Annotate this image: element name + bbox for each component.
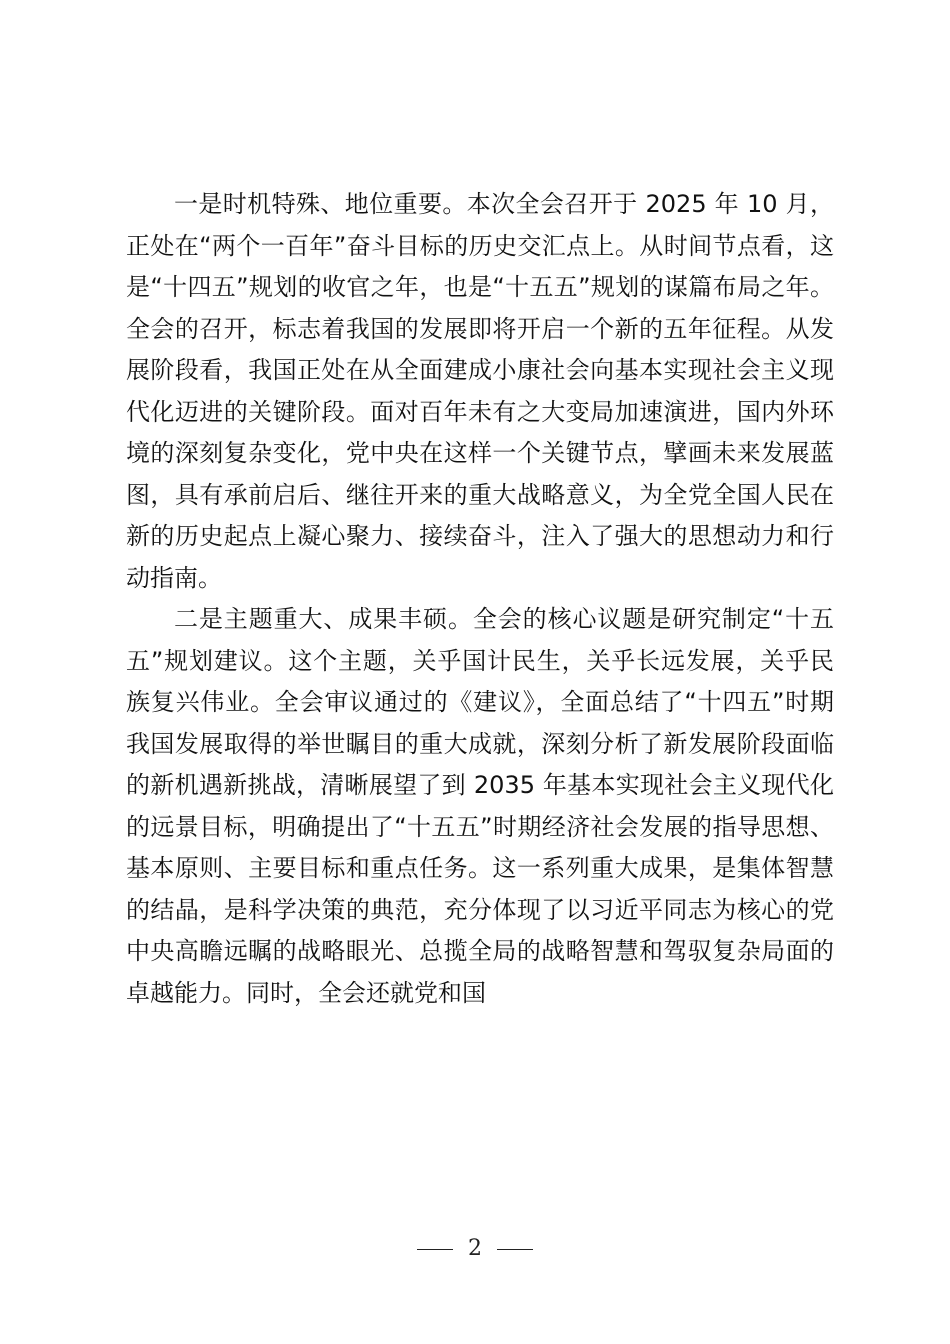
paragraph-2: 二是主题重大、成果丰硕。全会的核心议题是研究制定“十五五”规划建议。这个主题，关乎国计民生，关乎长远发展，关乎民族复兴伟业。全会审议通过的《建议》，全面总结了“十四五”时期我国发展取得的举世瞩目的重大成就，深刻分析了新发展阶段面临的新机遇新挑战，清晰展望了到 2035 年基本实现社会主义现代化的远景目标，明确提出了“十五五”时期经济社会发展的指导思想、基本原则、主要目标和重点任务。这一系列重大成果，是集体智慧的结晶，是科学决策的典范，充分体现了以习近平同志为核心的党中央高瞻远瞩的战略眼光、总揽全局的战略智慧和驾驭复杂局面的卓越能力。同时，全会还就党和国 — [126, 605, 834, 1007]
footer-left-dash — [417, 1249, 453, 1250]
document-body — [126, 184, 834, 1014]
paragraph-1: 一是时机特殊、地位重要。本次全会召开于 2025 年 10 月，正处在“两个一百年”奋斗目标的历史交汇点上。从时间节点看，这是“十四五”规划的收官之年，也是“十五五”规划的谋篇布局之年。全会的召开，标志着我国的发展即将开启一个新的五年征程。从发展阶段看，我国正处在从全面建成小康社会向基本实现社会主义现代化迈进的关键阶段。面对百年未有之大变局加速演进，国内外环境的深刻复杂变化，党中央在这样一个关键节点，擘画未来发展蓝图，具有承前启后、继往开来的重大战略意义，为全党全国人民在新的历史起点上凝心聚力、接续奋斗，注入了强大的思想动力和行动指南。 — [126, 190, 834, 592]
footer-right-dash — [497, 1249, 533, 1250]
page-footer — [0, 1236, 950, 1261]
page-number: 2 — [468, 1236, 482, 1261]
